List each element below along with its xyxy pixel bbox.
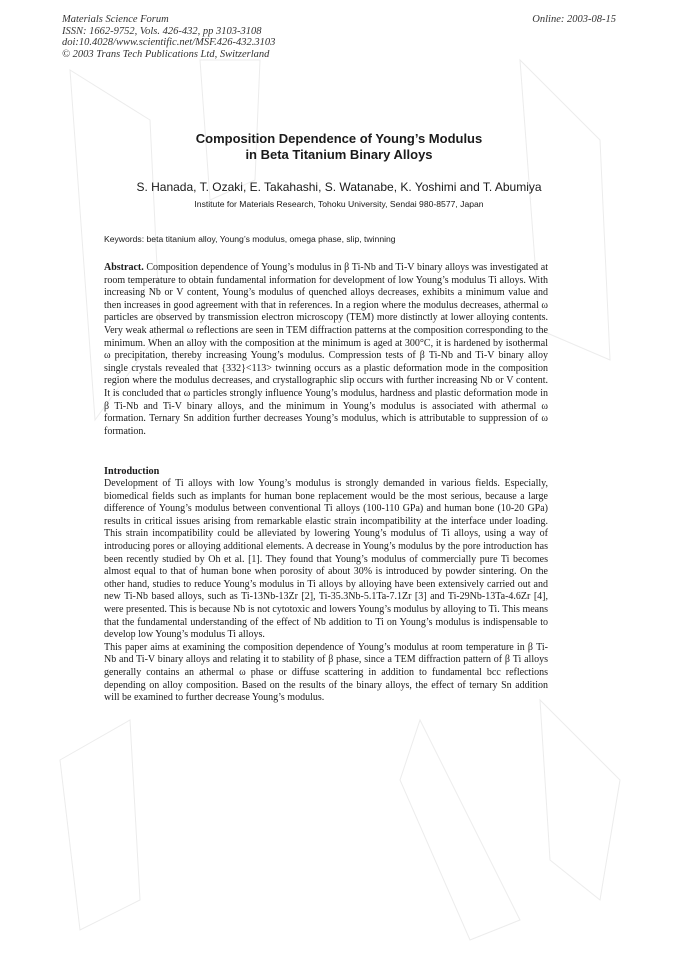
affiliation: Institute for Materials Research, Tohoku University, Sendai 980-8577, Japan [194, 199, 484, 209]
introduction-body [104, 478, 548, 705]
abstract-text: Composition dependence of Young’s modulus in β Ti-Nb and Ti-V binary alloys was investigated at room temperature to obtain fundamental information for development of low Young’s modulus Ti alloys. With increasing Nb or V content, Young’s modulus of quenched alloys decreases, exhibits a minimum value and then increases in good agreement with that in references. In a region where the modulus decreases, athermal ω particles are observed by transmission electron microscopy (TEM) more distinctly at lower alloying contents. Very weak athermal ω reflections are seen in TEM diffraction patterns at the composition corresponding to the minimum. When an alloy with the composition at the minimum is aged at 300°C, it is hardened by isothermal ω precipitation, thereby increasing Young’s modulus. Compression tests of β Ti-Nb and Ti-V binary alloy single crystals revealed that {332}<113> twinning occurs as a plastic deformation mode in the composition region where the modulus decreases, and crystallographic slip occurs with further increasing Nb or V content. It is concluded that ω particles strongly influence Young’s modulus, hardness and plastic deformation mode in β Ti-Nb and Ti-V binary alloys, and the minimum in Young’s modulus is associated with athermal ω formation. Ternary Sn addition further decreases Young’s modulus, which is attributable to suppression of ω formation. [104, 262, 549, 437]
abstract [104, 262, 548, 438]
keywords: Keywords: beta titanium alloy, Young’s modulus, omega phase, slip, twinning [104, 234, 396, 244]
introduction-heading: Introduction [104, 466, 160, 477]
title-line-1: Composition Dependence of Young’s Modulus [195, 131, 483, 146]
introduction-paragraph-2: This paper aims at examining the composition dependence of Young’s modulus at room temperature in β Ti-Nb and Ti-V binary alloys and relating it to stability of β phase, since a TEM diffraction pattern of β Ti alloys generally contains an athermal ω phase or diffuse scattering in addition to fundamental bcc reflections depending on alloy composition. Based on the results of the binary alloys, the effect of ternary Sn addition will be examined to further decrease Young’s modulus. [104, 641, 548, 704]
title-line-2: in Beta Titanium Binary Alloys [245, 147, 433, 162]
journal-name: Materials Science Forum [62, 14, 169, 25]
author-list: S. Hanada, T. Ozaki, E. Takahashi, S. Watanabe, K. Yoshimi and T. Abumiya [136, 180, 542, 194]
issn-line: ISSN: 1662-9752, Vols. 426-432, pp 3103-3108 [62, 25, 262, 37]
online-date: Online: 2003-08-15 [532, 14, 616, 25]
abstract-label: Abstract. [104, 262, 144, 273]
copyright-line: © 2003 Trans Tech Publications Ltd, Switzerland [62, 48, 270, 60]
introduction-paragraph-1: Development of Ti alloys with low Young’s modulus is strongly demanded in various fields. Especially, biomedical fields such as implants for human bone replacement would be the most serious, because a large difference of Young’s modulus between conventional Ti alloys (100-110 GPa) and human bone (10-20 GPa) results in critical issues arising from remarkable elastic strain incompatibility at the interface under loading. This strain incompatibility could be alleviated by lowering Young’s modulus of Ti alloys, using a way of introducing pores or alloying additional elements. A decrease in Young’s modulus by the pore introduction has been recently studied by Oh et al. [1]. They found that Young’s modulus of commercially pure Ti becomes almost equal to that of human bone when porosity of about 30% is introduced by powder sintering. On the other hand, studies to reduce Young’s modulus in Ti alloys by alloying have been extensively carried out and new Ti-Nb based alloys, such as Ti-13Nb-13Zr [2], Ti-35.3Nb-5.1Ta-7.1Zr [3] and Ti-29Nb-13Ta-4.6Zr [4], were presented. This is because Nb is not cytotoxic and lowers Young’s modulus by alloying to Ti. This means that the fundamental understanding of the effect of Nb addition to Ti on Young’s modulus is indispensable to develop low Young’s modulus Ti alloys. [104, 478, 548, 641]
journal-header [62, 14, 275, 60]
doi-line: doi:10.4028/www.scientific.net/MSF.426-432.3103 [62, 37, 276, 48]
paper-title [0, 131, 678, 163]
